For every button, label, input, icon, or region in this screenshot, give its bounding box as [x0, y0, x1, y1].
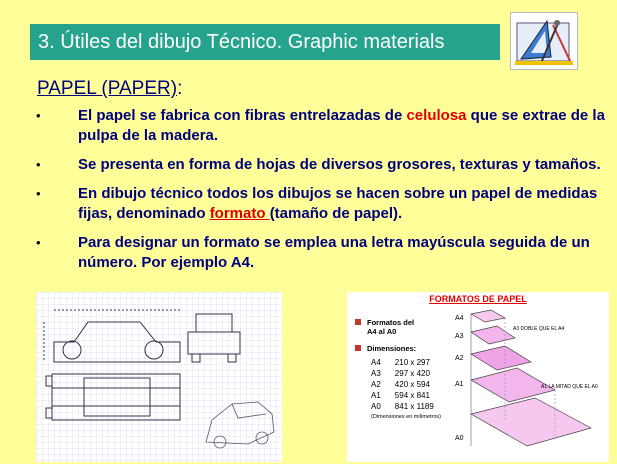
- bullet-text: [78, 233, 606, 273]
- slide-title-bar: [30, 24, 500, 60]
- bullet-item: [36, 233, 606, 273]
- bullet-text-part: El papel se fabrica con fibras entrelazadas de: [78, 107, 407, 124]
- format-size: 841 x 1189: [394, 402, 434, 411]
- sheet-a0: [471, 398, 591, 446]
- bullet-text-part: Se presenta en forma de hojas de diversos grosores, texturas y tamaños.: [78, 156, 601, 173]
- format-name: A2: [371, 380, 381, 389]
- formats-title: FORMATOS DE PAPEL: [429, 294, 527, 304]
- bullet-highlight-link: formato: [209, 205, 270, 222]
- paper-stack-illustration: [451, 306, 607, 460]
- dimensions-header: [355, 344, 448, 353]
- bullet-marker: •: [36, 186, 41, 201]
- bullet-text-part: Para designar un formato se emplea una letra mayúscula seguida de un número. Por ejemplo A4.: [78, 234, 590, 271]
- table-row: [371, 390, 448, 401]
- format-size: 420 x 594: [394, 380, 430, 389]
- car-technical-drawing-image: [36, 292, 282, 462]
- bullet-marker: •: [36, 157, 41, 172]
- sheet-a2: [471, 346, 531, 370]
- stack-label: A1: [455, 381, 464, 388]
- bullet-marker: •: [36, 108, 41, 123]
- section-title: [37, 78, 182, 100]
- slide-title: 3. Útiles del dibujo Técnico. Graphic materials: [38, 30, 445, 53]
- bullet-text-part: que se extrae de la pulpa de la madera.: [78, 107, 605, 144]
- bullet-text: [78, 184, 606, 224]
- format-size: 297 x 420: [394, 369, 430, 378]
- bullet-item: [36, 106, 606, 146]
- bullet-text-part: En dibujo técnico todos los dibujos se hacen sobre un papel de medidas fijas, denominado: [78, 185, 598, 222]
- stack-label: A4: [455, 315, 464, 322]
- format-name: A1: [371, 391, 381, 400]
- stack-label: A0: [455, 435, 464, 442]
- bullet-item: [36, 184, 606, 224]
- bullet-item: [36, 155, 606, 175]
- sheet-a3: [471, 326, 515, 344]
- format-name: A4: [371, 358, 381, 367]
- bullet-square-icon: [355, 319, 361, 325]
- table-row: [371, 357, 448, 368]
- dimensions-header-text: Dimensiones:: [367, 344, 417, 353]
- format-name: A3: [371, 369, 381, 378]
- format-size: 210 x 297: [394, 358, 430, 367]
- table-row: [371, 379, 448, 390]
- drafting-tools-icon-graphic: [511, 13, 579, 71]
- table-row: [371, 401, 448, 412]
- bullet-text-part: (tamaño de papel).: [269, 205, 403, 222]
- formats-range-text: Formatos del A4 al A0: [367, 318, 415, 336]
- section-title-colon: :: [177, 78, 183, 99]
- bullet-text: [78, 106, 606, 146]
- stack-label: A3: [455, 333, 464, 340]
- sheet-a4: [471, 310, 505, 322]
- bullet-marker: •: [36, 235, 41, 250]
- bullet-text: [78, 155, 606, 175]
- bullet-highlight: celulosa: [406, 107, 467, 124]
- format-size: 594 x 841: [394, 391, 430, 400]
- car-drawing-graphic: [36, 292, 282, 462]
- format-name: A0: [371, 402, 381, 411]
- drafting-tools-icon: [510, 12, 578, 70]
- bullet-square-icon: [355, 345, 361, 351]
- annotation-a1: A1 LA MITAD QUE EL A0: [541, 384, 598, 390]
- section-title-text: PAPEL (PAPER): [37, 78, 178, 99]
- dimensions-note: (Dimensiones en milímetros): [371, 414, 441, 420]
- annotation-a3: A3 DOBLE QUE EL A4: [513, 326, 565, 332]
- table-row: [371, 368, 448, 379]
- stack-label: A2: [455, 355, 464, 362]
- formats-dimensions-table: [371, 357, 448, 412]
- paper-formats-diagram: [347, 292, 609, 462]
- bullet-list: [36, 106, 606, 282]
- formats-range-header: [355, 318, 448, 336]
- formats-list: [355, 318, 448, 420]
